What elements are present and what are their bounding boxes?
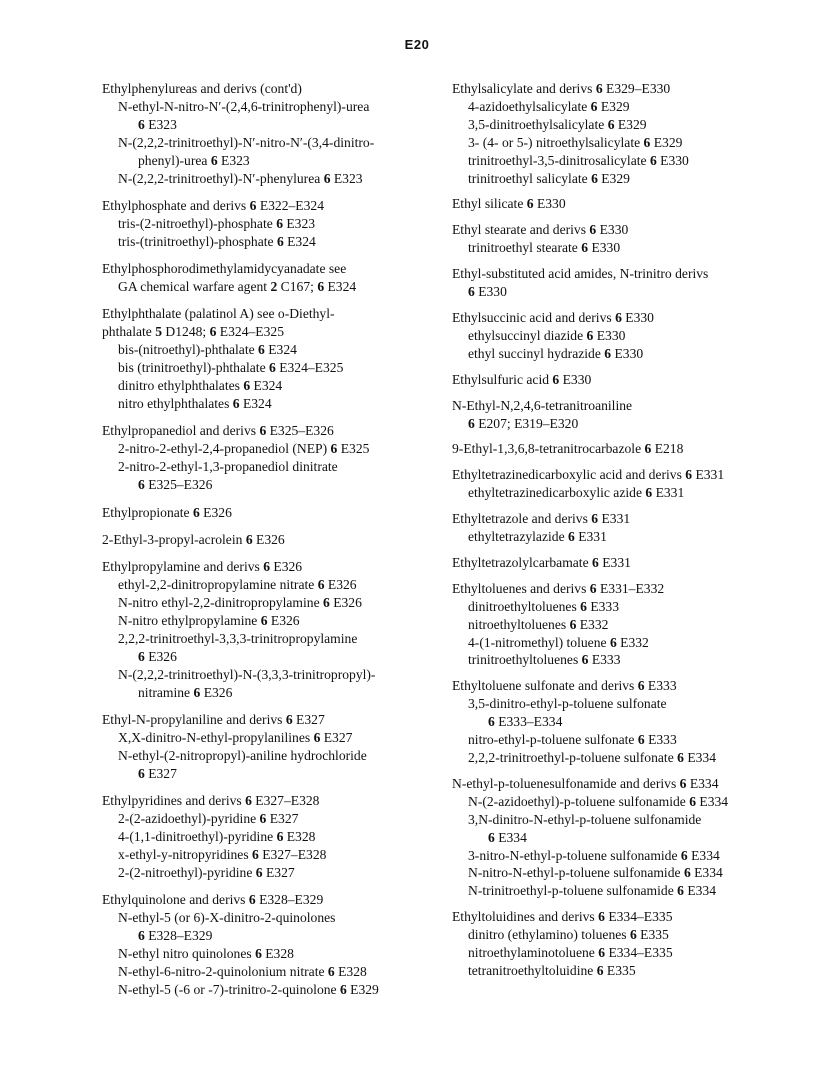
index-heading: Ethylphosphorodimethylamidycyanadate see xyxy=(102,261,347,277)
index-subentry: N-ethyl-(2-nitropropyl)-aniline hydrochloride xyxy=(118,747,367,763)
index-heading: Ethyltetrazolylcarbamate 6 E331 xyxy=(452,554,631,570)
index-subentry: nitro ethylphthalates 6 E324 xyxy=(118,396,272,411)
index-subentry: 2,2,2-trinitroethyl-p-toluene sulfonate 6 E334 xyxy=(468,750,717,765)
index-subentry: 6 E333–E334 xyxy=(488,714,563,730)
index-subentry: 6 E327 xyxy=(138,765,177,781)
index-subentry: nitroethyltoluenes 6 E332 xyxy=(468,616,609,632)
index-subentry: dinitroethyltoluenes 6 E333 xyxy=(468,598,620,614)
index-subentry: N-nitro-N-ethyl-p-toluene sulfonamide 6 E334 xyxy=(468,865,723,881)
index-entry xyxy=(102,711,432,783)
index-entry xyxy=(102,305,432,412)
index-entry xyxy=(102,197,432,251)
index-entry xyxy=(452,677,797,767)
index-subentry: N-trinitroethyl-p-toluene sulfonamide 6 E334 xyxy=(468,883,717,899)
index-heading: Ethyltoluene sulfonate and derivs 6 E333 xyxy=(452,678,677,694)
index-entry xyxy=(452,908,797,980)
index-subentry: trinitroethyltoluenes 6 E333 xyxy=(468,652,621,668)
index-heading: Ethylphenylureas and derivs (cont'd) xyxy=(102,81,302,96)
index-entry xyxy=(452,580,797,670)
index-heading: Ethylpropanediol and derivs 6 E325–E326 xyxy=(102,423,334,439)
index-entry xyxy=(452,510,797,546)
index-subentry: ethyltetrazylazide 6 E331 xyxy=(468,529,607,545)
index-entry xyxy=(102,891,432,998)
index-heading: Ethylsuccinic acid and derivs 6 E330 xyxy=(452,309,654,325)
index-subentry: 6 E330 xyxy=(468,284,507,300)
index-column-right xyxy=(452,80,797,988)
index-subentry: 2-nitro-2-ethyl-2,4-propanediol (NEP) 6 E325 xyxy=(118,441,370,457)
index-subentry: 3- (4- or 5-) nitroethylsalicylate 6 E329 xyxy=(468,134,683,150)
index-subentry: 2-(2-azidoethyl)-pyridine 6 E327 xyxy=(118,811,299,827)
index-entry xyxy=(102,504,432,522)
index-subentry: ethyl-2,2-dinitropropylamine nitrate 6 E326 xyxy=(118,577,357,593)
index-heading: Ethylphthalate (palatinol A) see o-Diethyl- xyxy=(102,306,335,322)
index-entry xyxy=(452,221,797,257)
index-subentry: dinitro ethylphthalates 6 E324 xyxy=(118,378,283,394)
index-heading: Ethylpyridines and derivs 6 E327–E328 xyxy=(102,793,320,809)
index-subentry: 6 E334 xyxy=(488,829,527,845)
index-subentry: N-ethyl-N-nitro-N′-(2,4,6-trinitrophenyl)-urea xyxy=(118,98,370,114)
index-subentry: GA chemical warfare agent 2 C167; 6 E324 xyxy=(118,279,357,295)
index-subentry: 3-nitro-N-ethyl-p-toluene sulfonamide 6 E334 xyxy=(468,847,720,863)
index-column-left xyxy=(102,80,432,1008)
index-heading: Ethylsulfuric acid 6 E330 xyxy=(452,371,592,387)
index-heading: Ethyltetrazole and derivs 6 E331 xyxy=(452,511,631,527)
index-subentry: N-(2,2,2-trinitroethyl)-N′-phenylurea 6 E323 xyxy=(118,170,363,186)
index-subentry: 4-azidoethylsalicylate 6 E329 xyxy=(468,98,630,114)
index-subentry: trinitroethyl salicylate 6 E329 xyxy=(468,170,630,186)
index-subentry: trinitroethyl-3,5-dinitrosalicylate 6 E330 xyxy=(468,152,689,168)
index-heading: Ethylquinolone and derivs 6 E328–E329 xyxy=(102,892,324,908)
index-entry xyxy=(452,440,797,458)
index-subentry: N-ethyl nitro quinolones 6 E328 xyxy=(118,945,294,961)
index-subentry: phthalate 5 D1248; 6 E324–E325 xyxy=(102,324,284,340)
index-subentry: bis (trinitroethyl)-phthalate 6 E324–E325 xyxy=(118,360,344,376)
index-subentry: ethylsuccinyl diazide 6 E330 xyxy=(468,327,626,343)
index-heading: Ethylpropylamine and derivs 6 E326 xyxy=(102,559,303,575)
index-heading: 2-Ethyl-3-propyl-acrolein 6 E326 xyxy=(102,531,285,547)
index-subentry: N-nitro ethylpropylamine 6 E326 xyxy=(118,613,300,629)
index-heading: Ethyl silicate 6 E330 xyxy=(452,196,566,212)
index-entry xyxy=(102,558,432,701)
index-subentry: 6 E323 xyxy=(138,116,177,132)
index-subentry: nitro-ethyl-p-toluene sulfonate 6 E333 xyxy=(468,732,677,748)
index-entry xyxy=(102,792,432,882)
index-subentry: X,X-dinitro-N-ethyl-propylanilines 6 E327 xyxy=(118,730,353,745)
index-subentry: 6 E328–E329 xyxy=(138,928,213,944)
index-entry xyxy=(452,371,797,389)
index-subentry: 4-(1-nitromethyl) toluene 6 E332 xyxy=(468,634,649,650)
index-subentry: nitramine 6 E326 xyxy=(138,684,233,700)
index-entry xyxy=(452,554,797,572)
index-subentry: 4-(1,1-dinitroethyl)-pyridine 6 E328 xyxy=(118,829,316,845)
index-heading: Ethylphosphate and derivs 6 E322–E324 xyxy=(102,197,325,213)
index-subentry: 2,2,2-trinitroethyl-3,3,3-trinitropropylamine xyxy=(118,630,358,646)
index-entry xyxy=(102,80,432,187)
index-subentry: bis-(nitroethyl)-phthalate 6 E324 xyxy=(118,342,297,358)
page-number-header: E20 xyxy=(404,37,430,52)
index-heading: Ethyl-substituted acid amides, N-trinitro derivs xyxy=(452,266,709,282)
index-subentry: tris-(trinitroethyl)-phosphate 6 E324 xyxy=(118,233,316,249)
index-entry xyxy=(452,775,797,900)
index-subentry: nitroethylaminotoluene 6 E334–E335 xyxy=(468,945,673,961)
index-subentry: N-(2-azidoethyl)-p-toluene sulfonamide 6 E334 xyxy=(468,793,729,809)
index-heading: Ethyl-N-propylaniline and derivs 6 E327 xyxy=(102,712,325,728)
index-heading: N-ethyl-p-toluenesulfonamide and derivs 6 E334 xyxy=(452,775,719,791)
index-entry xyxy=(452,397,797,433)
index-entry xyxy=(452,466,797,502)
index-subentry: N-ethyl-5 (-6 or -7)-trinitro-2-quinolone 6 E329 xyxy=(118,981,379,997)
index-subentry: x-ethyl-y-nitropyridines 6 E327–E328 xyxy=(118,846,327,862)
index-subentry: ethyltetrazinedicarboxylic azide 6 E331 xyxy=(468,485,685,501)
index-subentry: 3,5-dinitroethylsalicylate 6 E329 xyxy=(468,116,647,132)
index-subentry: 6 E326 xyxy=(138,648,177,664)
index-subentry: 6 E207; E319–E320 xyxy=(468,415,579,431)
index-subentry: N-(2,2,2-trinitroethyl)-N-(3,3,3-trinitropropyl)- xyxy=(118,666,376,682)
index-subentry: tris-(2-nitroethyl)-phosphate 6 E323 xyxy=(118,215,316,231)
index-heading: Ethyl stearate and derivs 6 E330 xyxy=(452,222,629,238)
index-subentry: 2-(2-nitroethyl)-pyridine 6 E327 xyxy=(118,864,295,880)
index-subentry: ethyl succinyl hydrazide 6 E330 xyxy=(468,345,644,361)
index-heading: 9-Ethyl-1,3,6,8-tetranitrocarbazole 6 E218 xyxy=(452,441,684,457)
index-entry xyxy=(102,422,432,494)
index-subentry: tetranitroethyltoluidine 6 E335 xyxy=(468,962,636,978)
index-entry xyxy=(452,195,797,213)
index-subentry: 2-nitro-2-ethyl-1,3-propanediol dinitrate xyxy=(118,459,338,475)
index-entry xyxy=(452,309,797,363)
index-subentry: N-ethyl-6-nitro-2-quinolonium nitrate 6 E328 xyxy=(118,963,367,979)
index-subentry: trinitroethyl stearate 6 E330 xyxy=(468,240,621,256)
index-entry xyxy=(102,260,432,296)
index-heading: Ethyltetrazinedicarboxylic acid and derivs 6 E331 xyxy=(452,467,725,483)
index-entry xyxy=(452,80,797,187)
index-heading: N-Ethyl-N,2,4,6-tetranitroaniline xyxy=(452,397,633,413)
index-subentry: 3,5-dinitro-ethyl-p-toluene sulfonate xyxy=(468,696,667,712)
index-entry xyxy=(102,531,432,549)
index-entry xyxy=(452,265,797,301)
index-subentry: N-nitro ethyl-2,2-dinitropropylamine 6 E326 xyxy=(118,595,362,611)
index-heading: Ethylpropionate 6 E326 xyxy=(102,504,232,520)
index-subentry: N-ethyl-5 (or 6)-X-dinitro-2-quinolones xyxy=(118,910,336,926)
index-subentry: phenyl)-urea 6 E323 xyxy=(138,152,250,168)
index-heading: Ethylsalicylate and derivs 6 E329–E330 xyxy=(452,81,671,96)
index-heading: Ethyltoluenes and derivs 6 E331–E332 xyxy=(452,580,665,596)
index-subentry: 3,N-dinitro-N-ethyl-p-toluene sulfonamide xyxy=(468,811,702,827)
index-subentry: N-(2,2,2-trinitroethyl)-N′-nitro-N′-(3,4-dinitro- xyxy=(118,134,375,150)
index-subentry: dinitro (ethylamino) toluenes 6 E335 xyxy=(468,927,669,943)
index-subentry: 6 E325–E326 xyxy=(138,477,213,493)
index-heading: Ethyltoluidines and derivs 6 E334–E335 xyxy=(452,909,673,925)
